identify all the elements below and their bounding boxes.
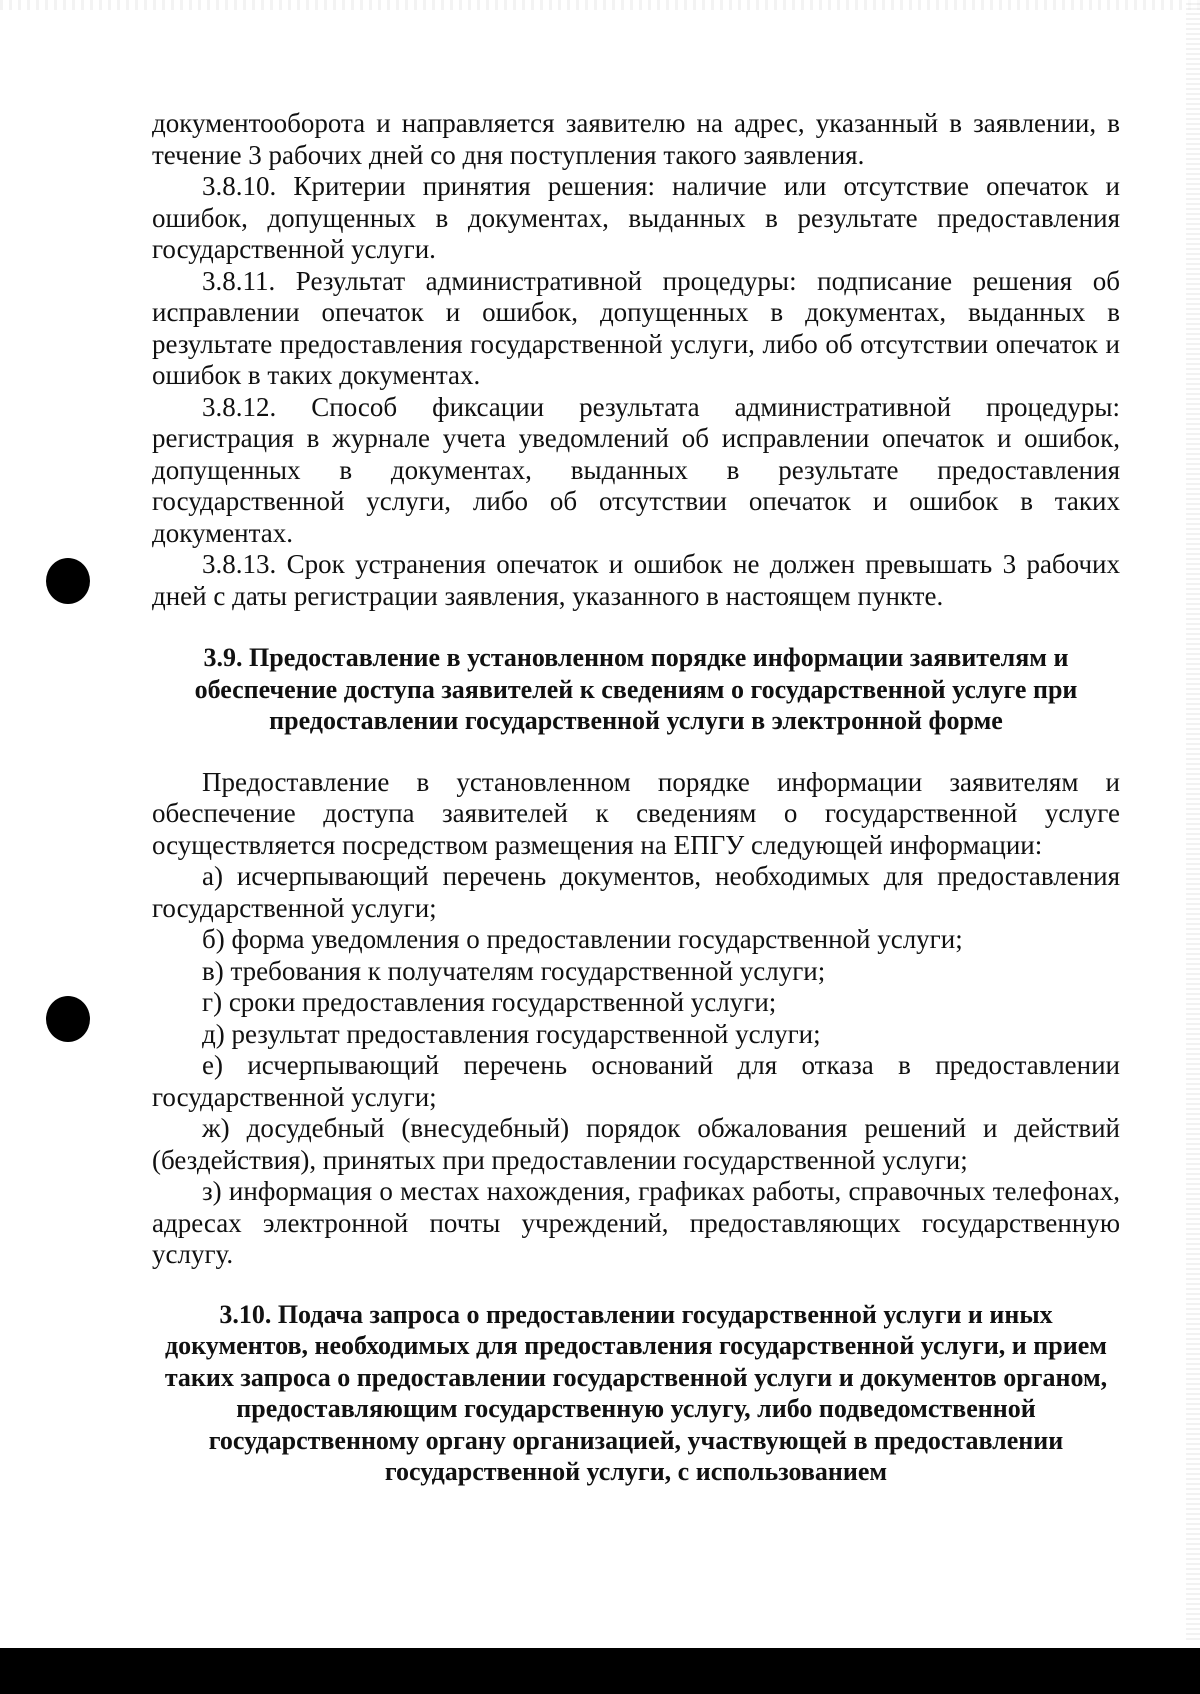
document-page	[152, 108, 1120, 1488]
paragraph-continuation: документооборота и направляется заявителю на адрес, указанный в заявлении, в течение 3 рабочих дней со дня поступления такого заявления.	[152, 108, 1120, 170]
scan-bottom-bar	[0, 1648, 1200, 1694]
paragraph-3-8-10: 3.8.10. Критерии принятия решения: наличие или отсутствие опечаток и ошибок, допущенных в документах, выданных в результате предоставления государственной услуги.	[152, 171, 1120, 264]
list-item-z: з) информация о местах нахождения, графиках работы, справочных телефонах, адресах электронной почты учреждений, предоставляющих государственную услугу.	[152, 1176, 1120, 1269]
section-heading-3-9: 3.9. Предоставление в установленном порядке информации заявителям и обеспечение доступа заявителей к сведениям о государственной услуге при предоставлении государственной услуги в электронной форме	[194, 643, 1078, 735]
scan-top-noise	[0, 0, 1200, 10]
list-item-g: г) сроки предоставления государственной услуги;	[202, 987, 777, 1017]
paragraph-3-8-12: 3.8.12. Способ фиксации результата административной процедуры: регистрация в журнале учета уведомлений об исправлении опечаток и ошибок, допущенных в документах, выданных в результате предоставления государственной услуги, либо об отсутствии опечаток и ошибок в таких документах.	[152, 391, 1120, 548]
punch-hole-mark	[46, 996, 90, 1042]
list-item-d: д) результат предоставления государственной услуги;	[202, 1018, 821, 1049]
scan-edge-noise	[1186, 0, 1200, 1640]
section-3-9-intro: Предоставление в установленном порядке информации заявителям и обеспечение доступа заявителей к сведениям о государственной услуге осуществляется посредством размещения на ЕПГУ следующей информации:	[152, 766, 1120, 860]
list-item-zh: ж) досудебный (внесудебный) порядок обжалования решений и действий (бездействия), принятых при предоставлении государственной услуги;	[152, 1113, 1120, 1175]
section-heading-3-10: 3.10. Подача запроса о предоставлении государственной услуги и иных документов, необходимых для предоставления государственной услуги, и прием таких запроса о предоставлении государственной услуги и документов органом, предоставляющим государственную услугу, либо подведомственной государственному органу организацией, участвующей в предоставлении государственной услуги, с использованием	[164, 1299, 1108, 1486]
paragraph-3-8-11: 3.8.11. Результат административной процедуры: подписание решения об исправлении опечаток и ошибок, допущенных в документах, выданных в результате предоставления государственной услуги, либо об отсутствии опечаток и ошибок в таких документах.	[152, 265, 1120, 390]
list-item-e: е) исчерпывающий перечень оснований для отказа в предоставлении государственной услуги;	[152, 1050, 1120, 1112]
punch-hole-mark	[46, 558, 90, 604]
paragraph-3-8-13: 3.8.13. Срок устранения опечаток и ошибок не должен превышать 3 рабочих дней с даты регистрации заявления, указанного в настоящем пункте.	[152, 549, 1120, 611]
list-item-b: б) форма уведомления о предоставлении государственной услуги;	[202, 924, 963, 954]
list-item-a: а) исчерпывающий перечень документов, необходимых для предоставления государственной услуги;	[152, 861, 1120, 923]
list-item-v: в) требования к получателям государственной услуги;	[202, 955, 826, 986]
